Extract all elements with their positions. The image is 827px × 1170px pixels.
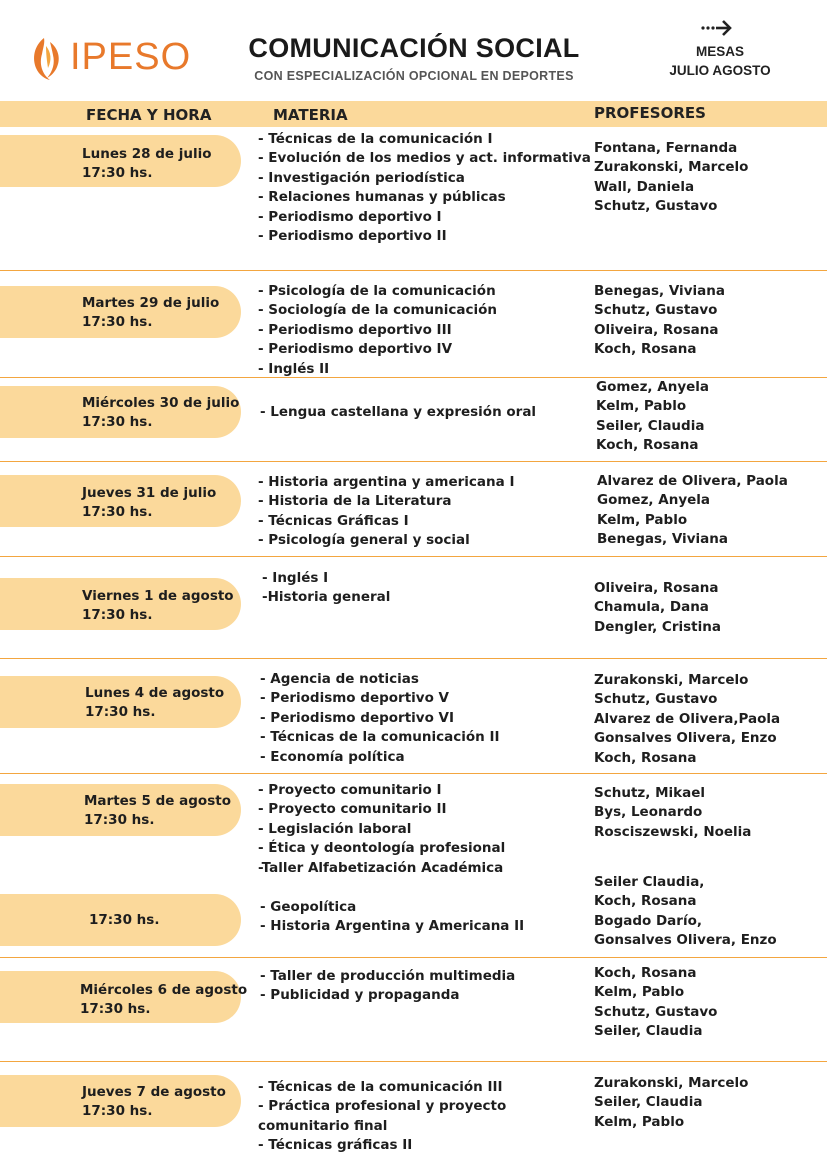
teacher-item: Benegas, Viviana — [597, 531, 728, 548]
teacher-item: Kelm, Pablo — [594, 984, 685, 1001]
time-label: 17:30 hs. — [82, 607, 153, 623]
teacher-item: Schutz, Gustavo — [594, 691, 718, 708]
subject-item: - Agencia de noticias — [260, 671, 419, 687]
teacher-item: Oliveira, Rosana — [594, 321, 719, 338]
teacher-item: Zurakonski, Marcelo — [594, 159, 749, 176]
row-divider — [0, 1061, 827, 1062]
subject-item: - Sociología de la comunicación — [258, 302, 497, 319]
subject-item: -Historia general — [262, 589, 391, 606]
time-label: 17:30 hs. — [82, 504, 153, 520]
teacher-item: Koch, Rosana — [594, 893, 697, 910]
teacher-list — [594, 579, 721, 637]
date-label: Miércoles 6 de agosto — [80, 982, 248, 998]
row-divider — [0, 957, 827, 958]
subject-item: - Lengua castellana y expresión oral — [260, 404, 537, 420]
logo-text: IPESO — [70, 36, 192, 78]
teacher-item: Fontana, Fernanda — [594, 140, 738, 156]
row-divider — [0, 773, 827, 774]
teacher-item: Alvarez de Olivera,Paola — [594, 710, 781, 727]
teacher-item: Schutz, Mikael — [594, 785, 706, 801]
column-header-teachers: PROFESORES — [594, 104, 706, 122]
date-label: Lunes 28 de julio — [82, 146, 212, 162]
teacher-item: Rosciszewski, Noelia — [594, 823, 752, 840]
teacher-item: Zurakonski, Marcelo — [594, 1075, 749, 1091]
subject-item: - Proyecto comunitario II — [258, 801, 447, 818]
mesas-label — [650, 42, 790, 80]
teacher-item: Koch, Rosana — [594, 965, 697, 981]
teacher-item: Oliveira, Rosana — [594, 580, 719, 596]
teacher-item: Wall, Daniela — [594, 178, 695, 195]
teacher-item: Dengler, Cristina — [594, 618, 721, 635]
subject-list — [260, 670, 500, 767]
subject-item: - Periodismo deportivo V — [260, 690, 449, 707]
teacher-item: Alvarez de Olivera, Paola — [597, 473, 788, 489]
subject-item: - Técnicas gráficas II — [258, 1137, 413, 1154]
time-label: 17:30 hs. — [89, 912, 160, 928]
subject-item: - Técnicas de la comunicación III — [258, 1079, 503, 1095]
subject-item: - Investigación periodística — [258, 169, 465, 186]
teacher-item: Gonsalves Olivera, Enzo — [594, 730, 777, 747]
subject-list — [260, 898, 524, 937]
date-time-label — [82, 145, 212, 183]
teacher-list — [594, 671, 780, 768]
teacher-item: Koch, Rosana — [594, 749, 697, 766]
subject-list — [258, 1078, 508, 1156]
teacher-list — [597, 472, 788, 550]
subject-item: - Psicología de la comunicación — [258, 283, 496, 299]
teacher-list — [596, 378, 709, 456]
subject-item: - Relaciones humanas y públicas — [258, 189, 506, 206]
time-label: 17:30 hs. — [84, 812, 155, 828]
teacher-list — [594, 1074, 748, 1132]
time-label: 17:30 hs. — [82, 314, 153, 330]
subject-list — [258, 282, 497, 379]
date-label: Miércoles 30 de julio — [82, 395, 240, 411]
date-label: Jueves 7 de agosto — [82, 1084, 226, 1100]
subject-list — [260, 403, 536, 422]
teacher-item: Schutz, Gustavo — [594, 302, 718, 319]
teacher-item: Seiler, Claudia — [594, 1094, 703, 1111]
time-label: 17:30 hs. — [82, 1103, 153, 1119]
subject-item: - Evolución de los medios y act. informativa — [258, 150, 591, 167]
column-header-subject: MATERIA — [273, 106, 348, 124]
subject-item: - Geopolítica — [260, 899, 357, 915]
page-title: COMUNICACIÓN SOCIAL — [248, 33, 580, 63]
time-label: 17:30 hs. — [80, 1001, 151, 1017]
row-divider — [0, 461, 827, 462]
teacher-item: Gomez, Anyela — [596, 379, 710, 395]
date-time-label — [82, 587, 234, 625]
date-time-label — [80, 981, 247, 1019]
teacher-list — [594, 784, 751, 842]
date-time-label — [82, 484, 216, 522]
subject-item: - Periodismo deportivo IV — [258, 341, 453, 358]
teacher-item: Koch, Rosana — [594, 341, 697, 358]
subject-item: - Historia Argentina y Americana II — [260, 918, 525, 935]
subject-item: - Periodismo deportivo III — [258, 321, 452, 338]
subject-item: - Práctica profesional y proyecto comunitario final — [258, 1098, 507, 1134]
time-label: 17:30 hs. — [82, 165, 153, 181]
subject-item: - Periodismo deportivo I — [258, 208, 442, 225]
row-divider — [0, 658, 827, 659]
teacher-list — [594, 282, 725, 360]
subject-item: - Periodismo deportivo VI — [260, 709, 455, 726]
subject-item: - Técnicas Gráficas I — [258, 512, 409, 529]
date-time-label — [85, 684, 224, 722]
subject-item: - Taller de producción multimedia — [260, 968, 516, 984]
teacher-item: Kelm, Pablo — [594, 1113, 685, 1130]
subject-list — [258, 130, 591, 246]
teacher-item: Seiler Claudia, — [594, 874, 705, 890]
subject-item: - Publicidad y propaganda — [260, 987, 460, 1004]
date-time-label — [82, 1083, 226, 1121]
date-label: Jueves 31 de julio — [82, 485, 217, 501]
dotted-arrow-right-icon — [700, 18, 734, 38]
subject-item: -Taller Alfabetización Académica — [258, 859, 504, 876]
teacher-item: Kelm, Pablo — [597, 511, 688, 528]
subject-item: - Ética y deontología profesional — [258, 840, 506, 857]
teacher-list — [594, 139, 748, 217]
subject-item: - Inglés I — [262, 570, 329, 586]
teacher-item: Bys, Leonardo — [594, 804, 703, 821]
teacher-item: Kelm, Pablo — [596, 398, 687, 415]
teacher-list — [594, 873, 777, 951]
teacher-item: Schutz, Gustavo — [594, 198, 718, 215]
teacher-item: Gonsalves Olivera, Enzo — [594, 932, 777, 949]
date-time-label — [82, 294, 219, 332]
row-divider — [0, 556, 827, 557]
subject-item: - Historia de la Literatura — [258, 493, 452, 510]
teacher-item: Chamula, Dana — [594, 599, 709, 616]
teacher-item: Gomez, Anyela — [597, 492, 711, 509]
subject-list — [258, 473, 514, 551]
teacher-item: Seiler, Claudia — [594, 1023, 703, 1040]
mesas-line: MESAS — [695, 44, 744, 59]
subject-item: - Economía política — [260, 748, 405, 765]
subject-item: - Técnicas de la comunicación I — [258, 131, 493, 147]
subject-item: - Inglés II — [258, 360, 330, 377]
subject-item: - Historia argentina y americana I — [258, 474, 515, 490]
column-header-date: FECHA Y HORA — [86, 106, 212, 124]
teacher-item: Koch, Rosana — [596, 437, 699, 454]
subject-item: - Psicología general y social — [258, 532, 470, 549]
subject-item: - Periodismo deportivo II — [258, 227, 447, 244]
date-label: Lunes 4 de agosto — [85, 685, 225, 701]
date-label: Martes 5 de agosto — [84, 793, 231, 809]
page-subtitle: CON ESPECIALIZACIÓN OPCIONAL EN DEPORTES — [254, 69, 574, 83]
date-label: Martes 29 de julio — [82, 295, 220, 311]
teacher-item: Bogado Darío, — [594, 912, 702, 929]
mesas-period: JULIO AGOSTO — [669, 63, 771, 78]
teacher-item: Zurakonski, Marcelo — [594, 672, 749, 688]
ipeso-logo-icon — [30, 36, 66, 82]
row-divider — [0, 270, 827, 271]
date-time-label — [82, 394, 239, 432]
subject-item: - Proyecto comunitario I — [258, 782, 442, 798]
subject-list — [260, 967, 515, 1006]
time-label: 17:30 hs. — [82, 414, 153, 430]
teacher-item: Seiler, Claudia — [596, 417, 705, 434]
subject-item: - Técnicas de la comunicación II — [260, 729, 500, 746]
subject-list — [258, 781, 505, 878]
teacher-item: Schutz, Gustavo — [594, 1003, 718, 1020]
subject-list — [262, 569, 390, 608]
teacher-list — [594, 964, 717, 1042]
date-label: Viernes 1 de agosto — [82, 588, 234, 604]
subject-item: - Legislación laboral — [258, 820, 412, 837]
teacher-item: Benegas, Viviana — [594, 283, 725, 299]
time-label: 17:30 hs. — [85, 704, 156, 720]
date-time-label — [84, 792, 231, 830]
